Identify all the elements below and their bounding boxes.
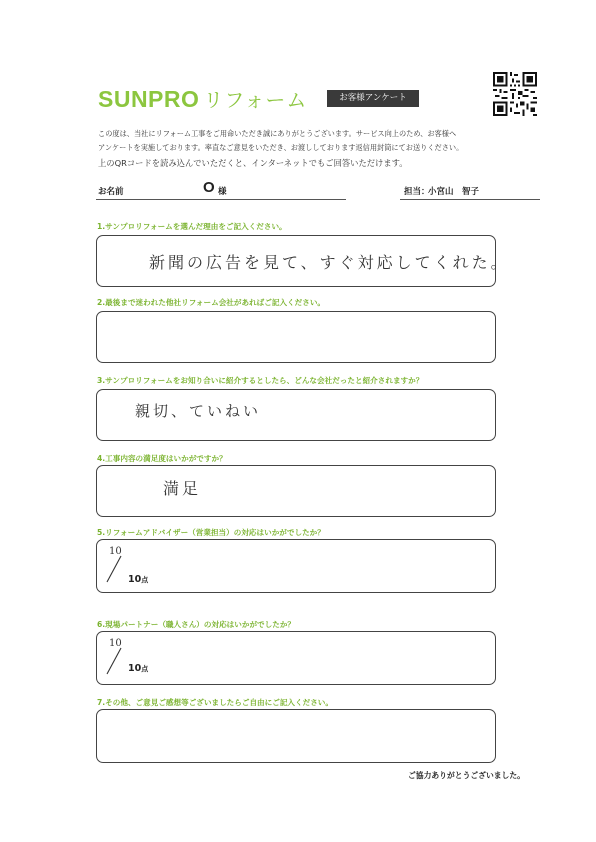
question-5-hand-score <box>105 542 125 588</box>
intro-line-1: この度は、当社にリフォーム工事をご用命いただき誠にありがとうございます。サービス向上のため、お客様へ <box>98 129 457 138</box>
question-2-answer-box[interactable] <box>96 311 496 363</box>
staff-name: 小宮山 智子 <box>428 187 480 197</box>
question-6-score-unit: 点 <box>141 665 149 673</box>
question-5-score-value: 10 <box>128 574 142 585</box>
qr-code-icon <box>493 72 537 116</box>
question-2-label: 2.最後まで迷われた他社リフォーム会社があればご記入ください。 <box>97 298 326 307</box>
question-5-label: 5.リフォームアドバイザー（営業担当）の対応はいかがでしたか？ <box>97 528 325 537</box>
question-6-hand-score <box>105 634 125 680</box>
intro-line-3: 上のQRコードを読み込んでいただくと、インターネットでもご回答いただけます。 <box>98 158 408 168</box>
question-7-label: 7.その他、ご意見ご感想等ございましたらご自由にご記入ください。 <box>97 698 333 707</box>
question-1-label: 1.サンプロリフォームを選んだ理由をご記入ください。 <box>97 222 287 231</box>
thank-you-footer: ご協力ありがとうございました。 <box>408 771 525 780</box>
question-5-score <box>128 567 148 586</box>
question-6-score <box>128 656 148 675</box>
question-6-label: 6.現場パートナー（職人さん）の対応はいかがでしたか？ <box>97 620 296 629</box>
logo-suffix: リフォーム <box>203 90 308 112</box>
customer-name-label: お名前 <box>98 187 124 197</box>
customer-name-suffix: 様 <box>218 187 227 197</box>
question-1-answer: 新聞の広告を見て、すぐ対応してくれた。 <box>149 253 510 272</box>
question-7-answer-box[interactable] <box>96 709 496 763</box>
customer-name-underline <box>96 199 346 200</box>
sunpro-logo <box>98 84 307 113</box>
question-6-score-box[interactable] <box>96 631 496 685</box>
question-3-answer-box[interactable] <box>96 389 496 441</box>
survey-badge: お客様アンケート <box>327 90 419 107</box>
question-5-hand-slash <box>105 542 125 588</box>
question-6-score-value: 10 <box>128 663 142 674</box>
logo-brand: SUNPRO <box>98 86 200 112</box>
question-6-hand-score-value: 10 <box>109 638 122 649</box>
question-3-answer: 親切、ていねい <box>135 402 262 420</box>
question-4-answer: 満足 <box>163 479 202 498</box>
question-6-hand-slash <box>105 634 125 680</box>
question-4-answer-box[interactable] <box>96 465 496 517</box>
intro-line-2: アンケートを実施しております。率直なご意見をいただき、お渡ししております返信用封筒にてお送りください。 <box>98 143 464 152</box>
question-4-label: 4.工事内容の満足度はいかがですか？ <box>97 454 227 463</box>
question-5-score-box[interactable] <box>96 539 496 593</box>
question-5-score-unit: 点 <box>141 576 149 584</box>
staff-label: 担当： <box>404 187 430 197</box>
question-3-label: 3.サンプロリフォームをお知り合いに紹介するとしたら、どんな会社だったと紹介されますか？ <box>97 376 424 385</box>
question-5-hand-score-value: 10 <box>109 546 122 557</box>
staff-underline <box>400 199 540 200</box>
question-1-answer-box[interactable] <box>96 235 510 287</box>
customer-name-value[interactable]: O <box>203 179 215 196</box>
